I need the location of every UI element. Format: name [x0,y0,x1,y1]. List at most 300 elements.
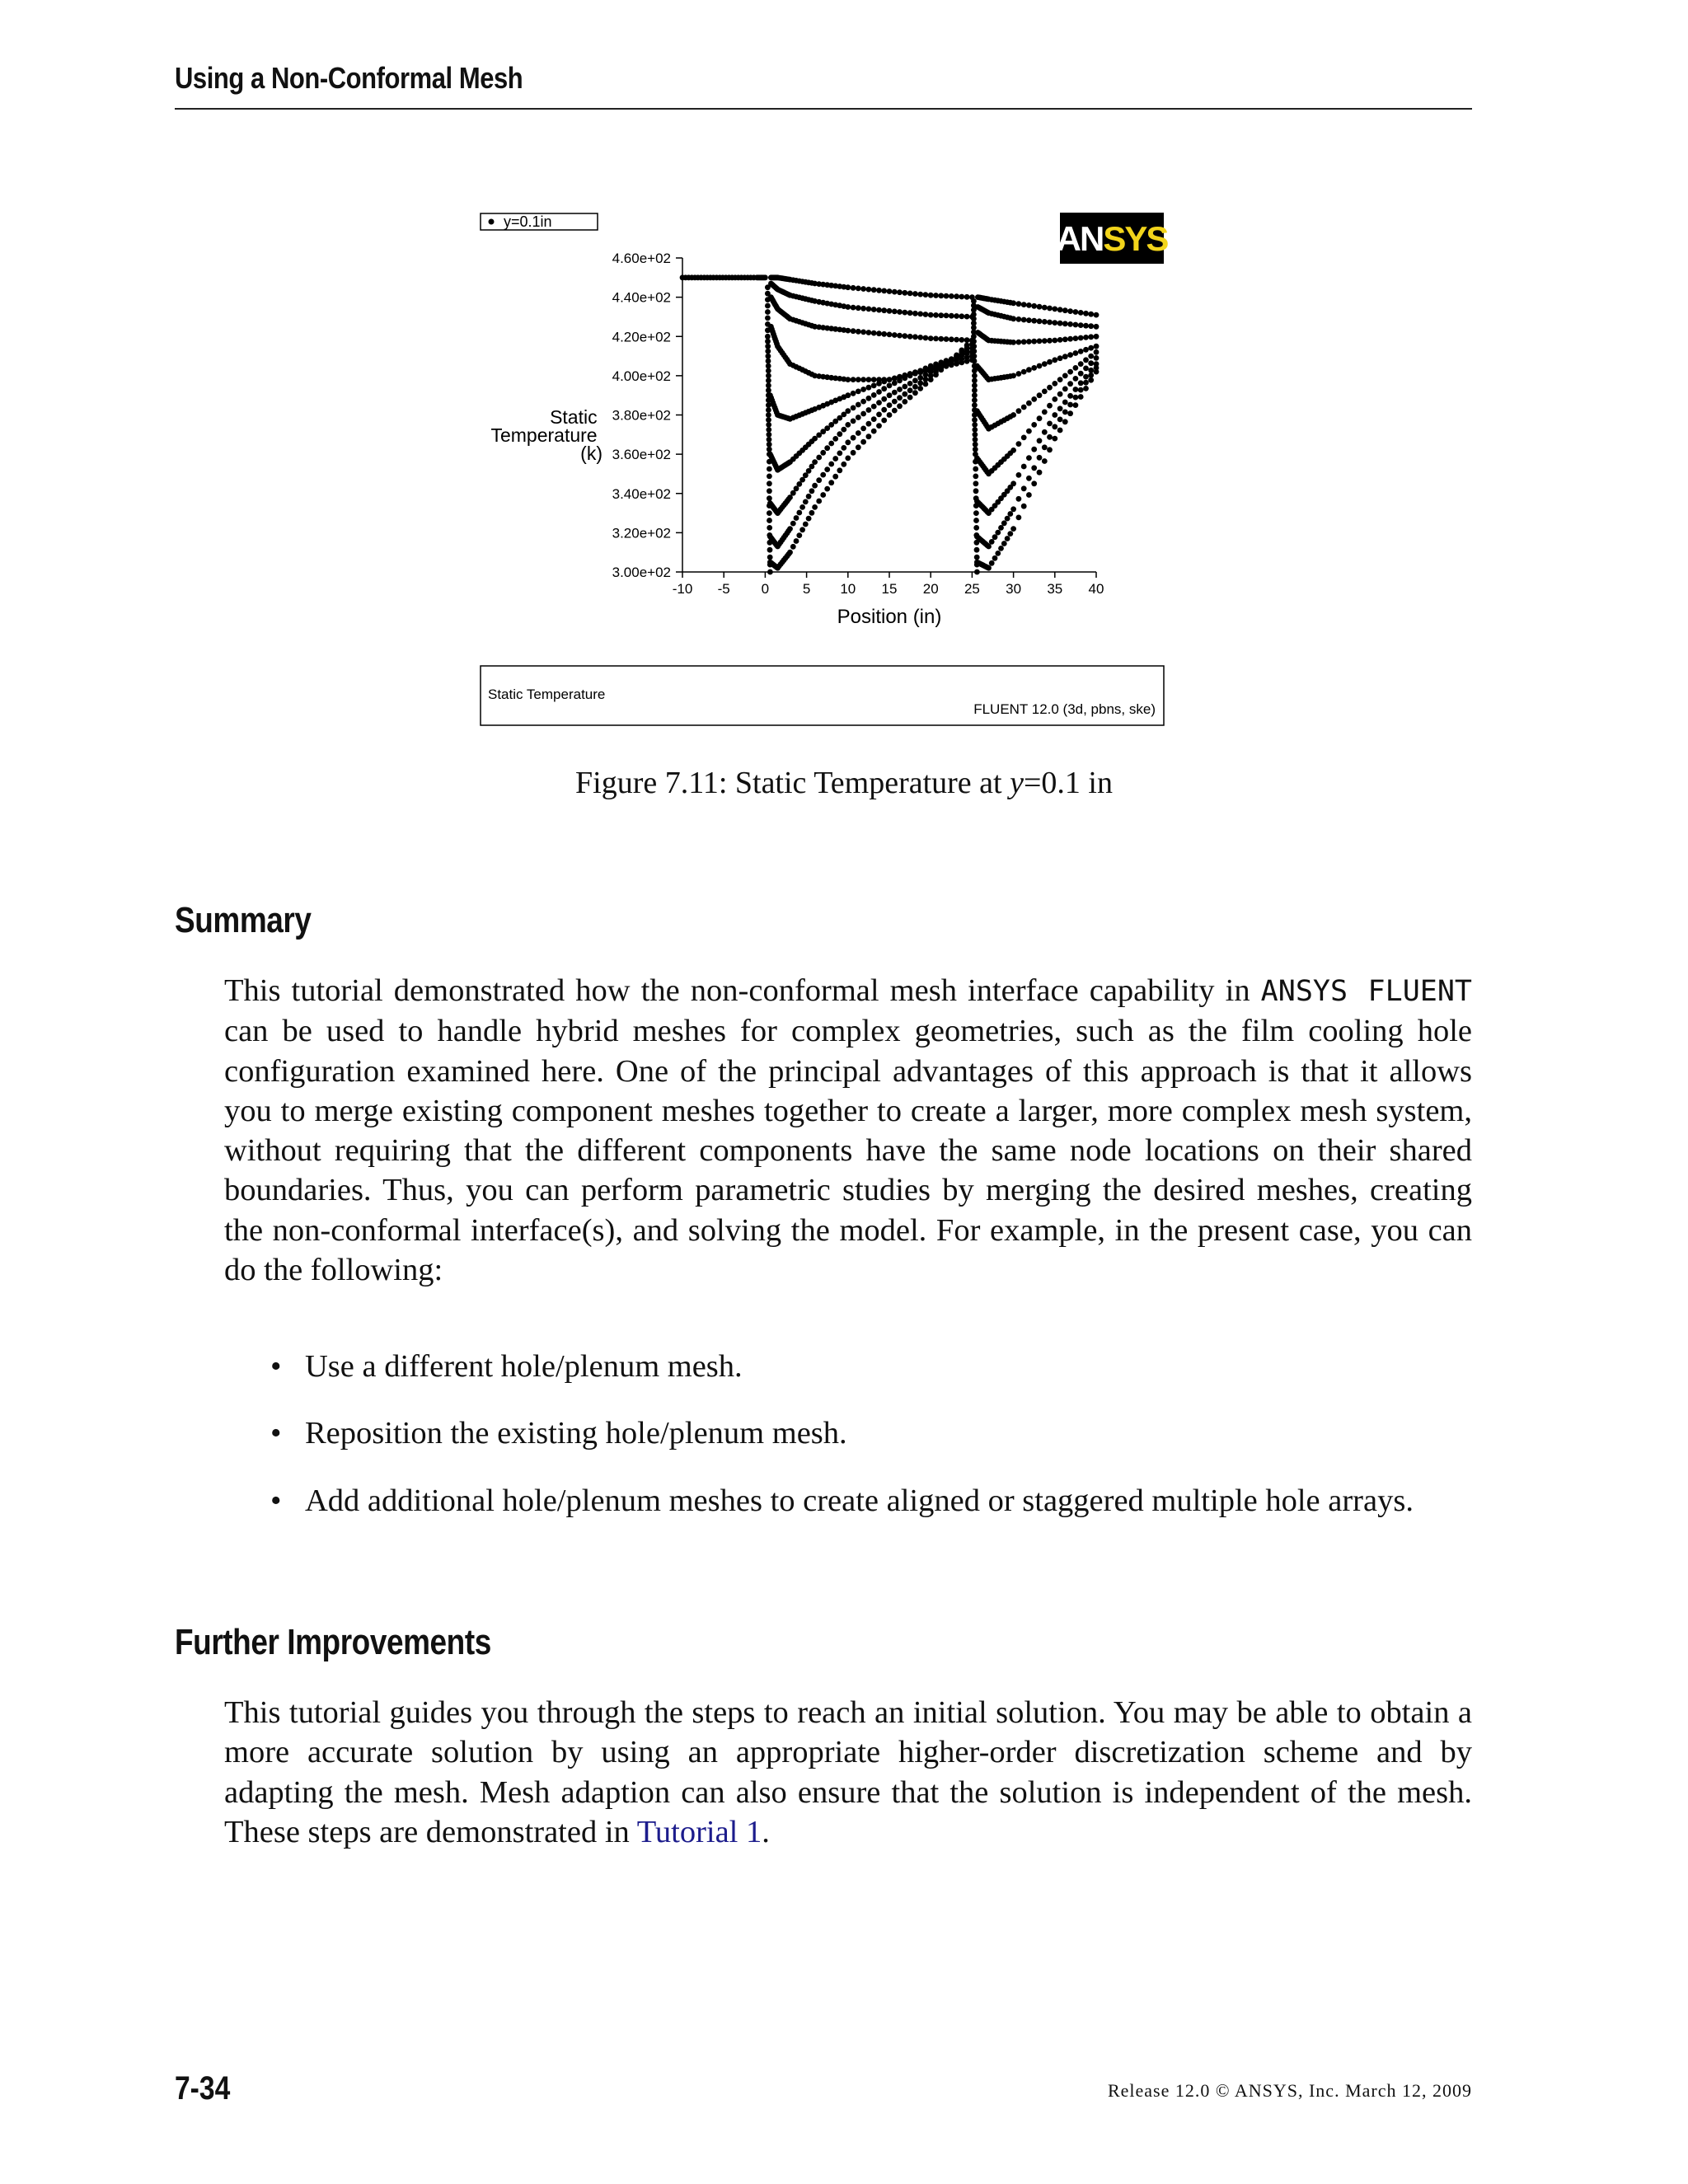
data-point [1005,516,1010,522]
data-point [767,547,773,553]
data-point [767,432,772,438]
data-point [971,349,977,354]
data-point [767,562,773,568]
data-point [866,330,872,335]
tutorial-link[interactable]: Tutorial 1 [636,1814,762,1849]
data-point [765,321,771,327]
data-point [845,304,851,310]
data-point [928,312,934,318]
data-point [928,377,934,382]
data-point [1037,318,1043,324]
data-point [851,419,856,424]
data-point [1078,322,1084,328]
data-point [971,344,977,349]
caption-prefix: Figure 7.11: Static Temperature at [575,766,1010,800]
data-point [1052,381,1057,387]
data-point [989,560,995,566]
data-point [972,407,978,413]
data-point [767,474,772,480]
y-ticks [612,251,682,580]
data-point [767,437,772,443]
data-point [856,415,861,420]
data-point [949,293,954,299]
data-point [1088,345,1094,351]
data-point [794,515,799,521]
data-point [765,349,771,354]
data-point [871,416,877,422]
data-point [1021,369,1027,375]
list-item: • Use a different hole/plenum mesh. [224,1347,1472,1386]
data-point [959,337,964,343]
data-point [1052,307,1057,312]
data-point [959,294,964,300]
y-tick-label: 3.60e+02 [612,447,671,463]
data-point [1021,317,1027,323]
data-point [766,412,771,418]
data-point [856,444,861,450]
bullet-icon: • [270,1416,282,1451]
data-point [1052,320,1057,326]
data-point [860,286,866,292]
data-point [1088,373,1094,378]
data-point [765,303,771,309]
data-point [907,381,913,387]
data-point [820,450,826,456]
data-point [1067,381,1073,387]
data-point [892,309,898,315]
data-point [972,387,978,393]
data-point [766,417,771,423]
data-point [1026,317,1032,323]
data-point [1037,438,1043,443]
data-point [1078,349,1084,354]
data-point [1010,316,1016,321]
data-point [856,402,861,408]
data-point [887,332,893,338]
data-point [989,539,995,545]
data-point [1073,395,1079,401]
data-point [1057,391,1063,397]
data-point [1047,434,1053,440]
data-point [972,412,978,418]
data-point [767,503,772,509]
data-point [972,402,978,408]
data-point [902,391,907,397]
data-point [881,396,887,402]
caption-var: y [1010,766,1024,800]
x-tick-label: 35 [1047,581,1063,597]
caption-suffix: =0.1 in [1023,766,1113,800]
data-point [1052,424,1057,429]
logo-sys: SYS [1103,219,1168,258]
data-point [845,456,851,462]
data-point [1094,349,1100,355]
data-point [766,354,771,359]
data-point [1088,360,1094,366]
data-point [860,411,866,417]
data-point [944,293,950,299]
data-point [832,436,838,442]
data-point [1037,304,1043,310]
data-point [832,474,838,480]
data-point [881,379,887,385]
data-point [1067,402,1073,408]
data-point [871,307,877,312]
data-point [876,307,882,313]
data-point [1026,492,1032,498]
x-tick-label: 0 [761,581,770,597]
summary-heading: Summary [175,900,312,940]
data-point [881,386,887,391]
data-point [1047,447,1053,452]
data-point [964,314,970,320]
data-point [1052,412,1057,418]
data-point [1078,335,1084,341]
data-point [973,459,978,465]
data-point [767,532,772,538]
release-info: Release 12.0 © ANSYS, Inc. March 12, 2009 [1107,2080,1472,2101]
data-point [971,339,977,344]
data-point [1067,336,1073,342]
data-point [912,291,918,297]
data-point [765,284,771,290]
data-point [1052,357,1057,363]
x-tick-label: 15 [881,581,898,597]
data-point [845,422,851,428]
data-point [923,292,929,298]
data-point [1042,444,1048,450]
data-point [767,447,772,452]
data-point [917,335,923,340]
data-point [767,459,772,465]
data-point [1026,302,1032,308]
data-point [766,392,771,398]
data-point [1094,369,1100,375]
info-box-left: Static Temperature [488,687,606,702]
data-point [1031,339,1037,344]
data-point [812,483,818,489]
data-point [1037,415,1043,421]
data-point [767,525,772,531]
data-point [974,569,980,575]
data-point [964,294,970,300]
data-point [1021,464,1027,470]
data-point [1021,339,1027,344]
data-point [1083,323,1089,329]
data-point [766,402,771,408]
data-point [897,289,903,295]
data-point [824,486,830,492]
data-point [856,305,861,311]
data-point [1001,541,1007,546]
data-point [1042,305,1048,311]
data-point [1062,400,1068,405]
data-point [866,307,872,312]
data-point [897,387,903,392]
x-tick-label: 5 [802,581,811,597]
data-point [887,392,893,398]
data-point [933,336,939,342]
data-point [1052,436,1057,442]
summary-text-2: can be used to handle hybrid meshes for complex geometries, such as the film cooling hole configuration examined here. One of the principal advantages of this approach is that it allows you to merge existing component meshes together to create a larger, more complex mesh system, without requiring that the different components have the same node locations on their shared boundaries. Thus, you can perform parametric studies by merging the desired meshes, creating the non-conformal interface(s), and solving the model. For example, in the present case, you can do the following: [224,1014,1472,1288]
data-point [923,382,929,387]
data-point [845,284,851,290]
data-point [1062,307,1068,313]
data-point [938,312,944,318]
data-point [1016,472,1022,478]
bullet-icon: • [270,1483,282,1518]
data-point [1005,536,1010,541]
data-point [973,432,978,438]
data-point [856,286,861,292]
data-point [887,382,893,388]
data-point [1083,335,1089,340]
data-point [917,292,923,298]
data-point [871,382,877,388]
data-point [892,390,898,396]
data-point [799,527,805,532]
data-point [986,544,992,550]
data-point [1037,363,1043,369]
data-point [1057,405,1063,411]
data-point [1083,357,1089,363]
data-point [828,462,834,467]
data-point [866,421,872,427]
data-point [973,518,979,523]
data-point [973,447,978,452]
data-point [767,540,773,546]
data-point [856,389,861,395]
data-point [767,466,772,472]
series-curve-8b [974,365,1099,549]
data-point [972,397,978,403]
data-point [1016,340,1022,345]
data-point [765,344,771,349]
data-point [933,293,939,298]
data-point [972,354,978,359]
data-point [1088,323,1094,329]
data-point [845,408,851,414]
data-point [851,405,856,411]
data-point [866,434,872,439]
data-point [766,427,771,433]
data-point [866,385,872,391]
data-point [1083,347,1089,353]
data-point [1007,531,1013,537]
data-point [1010,480,1016,486]
data-point [973,474,978,480]
data-point [1067,352,1073,358]
data-point [766,359,771,364]
y-tick-label: 3.40e+02 [612,485,671,502]
data-point [1088,368,1094,373]
data-point [902,333,907,339]
data-point [767,442,772,448]
data-point [944,313,950,319]
data-point [912,334,918,340]
data-point [972,427,978,433]
data-point [933,312,939,318]
y-tick-label: 3.00e+02 [612,565,671,580]
data-point [1016,496,1022,502]
data-point [845,439,851,445]
data-point [856,430,861,436]
data-point [1057,417,1063,423]
data-point [860,306,866,312]
data-point [897,403,903,409]
data-point [972,359,978,364]
data-point [856,377,861,382]
x-tick-label: 20 [922,581,939,597]
data-point [766,373,771,379]
data-point [1026,339,1032,344]
data-point [928,363,934,369]
data-point [765,309,771,315]
data-point [803,499,809,505]
data-point [1088,354,1094,359]
data-point [892,376,898,382]
data-point [820,492,826,498]
data-point [866,396,872,401]
data-point [972,392,978,398]
data-point [794,538,799,544]
data-point [928,335,934,341]
data-point [845,377,851,382]
data-point [897,309,903,315]
data-point [1047,338,1053,344]
data-point [974,555,980,560]
data-point [803,522,809,527]
data-point [790,521,796,527]
data-point [851,377,856,382]
data-point [806,494,812,499]
data-point [897,377,903,383]
data-point [1078,361,1084,367]
figure-caption [0,765,1688,801]
data-point [923,366,929,372]
data-point [933,372,939,377]
data-point [1010,526,1016,532]
data-point [917,312,923,317]
data-point [767,555,773,560]
data-point [1042,410,1048,415]
data-point [1052,396,1057,402]
data-point [1078,310,1084,316]
series-curve-6b [974,355,1099,476]
series-curve-7b [974,361,1099,516]
data-point [876,330,882,336]
data-point [876,389,882,395]
data-point [907,310,913,316]
data-point [1037,392,1043,398]
data-point [973,488,979,494]
data-point [1026,367,1032,373]
data-point [845,328,851,334]
data-point [1037,470,1043,476]
data-point [1073,365,1079,371]
bullet-icon: • [270,1349,282,1384]
summary-bullet-list [224,1347,1472,1548]
data-point [1067,410,1073,416]
y-tick-label: 4.40e+02 [612,289,671,306]
data-point [972,422,978,428]
further-heading: Further Improvements [175,1622,491,1662]
data-point [851,305,856,311]
data-point [851,450,856,456]
data-point [796,532,802,538]
data-point [871,429,877,434]
data-point [1073,387,1079,392]
data-point [912,377,918,383]
data-point [892,289,898,295]
data-point [1031,396,1037,402]
data-point [841,427,846,433]
x-tick-label: -5 [717,581,730,597]
data-point [1026,429,1032,434]
data-point [938,336,944,342]
data-point [787,526,793,532]
data-point [1047,320,1053,326]
svg-text:ANSYS [1057,219,1169,258]
data-point [1052,338,1057,344]
data-point [765,327,771,333]
data-point [1021,435,1027,441]
data-point [1026,455,1032,461]
data-point [992,534,998,540]
y-tick-label: 3.20e+02 [612,525,671,541]
data-point [851,435,856,441]
data-point [1062,387,1068,392]
data-point [1021,405,1027,410]
data-point [1083,311,1089,316]
data-point [949,336,954,342]
data-point [938,367,944,373]
data-point [1042,361,1048,367]
data-point [1047,385,1053,391]
data-point [1010,373,1016,379]
data-point [954,353,959,359]
data-point [851,328,856,334]
data-point [1073,402,1079,408]
data-point [881,288,887,294]
data-point [767,495,772,501]
data-point [1078,380,1084,386]
data-point [959,313,964,319]
data-point [1016,515,1022,521]
data-point [954,337,959,343]
x-tick-label: 25 [964,581,980,597]
running-header: Using a Non-Conformal Mesh [175,61,523,95]
data-point [1031,465,1037,471]
data-point [892,332,898,338]
summary-text-1: This tutorial demonstrated how the non-conformal mesh interface capability in [224,973,1261,1008]
data-point [973,503,979,509]
data-point [837,431,842,437]
data-point [871,377,877,382]
data-point [1078,394,1084,400]
data-point [1031,303,1037,309]
data-point [765,316,771,321]
data-point [897,395,903,401]
data-point [973,480,979,486]
data-point [973,495,979,501]
data-point [887,288,893,294]
summary-paragraph [224,971,1472,1290]
data-point [766,363,771,369]
data-point [1062,419,1068,424]
data-point [1016,371,1022,377]
data-point [1062,321,1068,326]
